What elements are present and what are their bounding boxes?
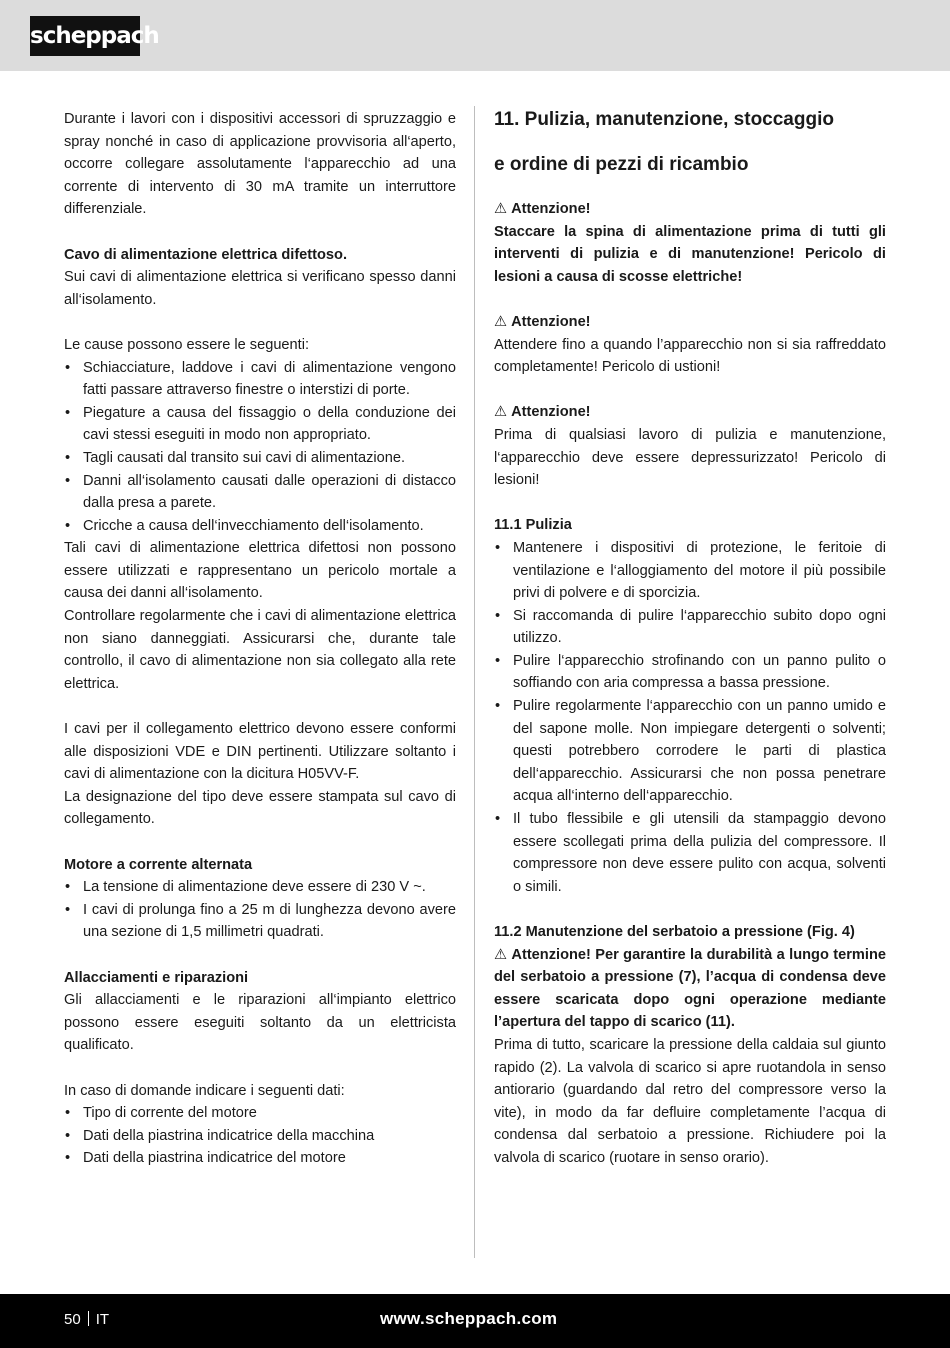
warning-electric-text: Staccare la spina di alimentazione prima di tutti gli interventi di pulizia e di manutenzione! Pericolo di lesioni a causa di scosse elettriche! <box>494 223 886 285</box>
column-divider <box>474 106 475 1258</box>
questions-intro: In caso di domande indicare i seguenti dati: <box>64 1082 345 1099</box>
list-item: • Il tubo flessibile e gli utensili da stampaggio devono essere scollegati prima della pulizia del compressore. Il compressore non deve essere pulito con acqua, solventi o simili. <box>494 808 886 898</box>
list-item: • La tensione di alimentazione deve essere di 230 V ~. <box>64 876 456 899</box>
page-number-block <box>64 1310 109 1330</box>
cleaning-list <box>494 537 886 899</box>
page-separator <box>88 1311 89 1326</box>
list-item: • Schiacciature, laddove i cavi di alimentazione vengono fatti passare attraverso finestre o interstizi di porte. <box>64 357 456 402</box>
right-column <box>494 108 886 1170</box>
motor-heading: Motore a corrente alternata <box>64 856 253 873</box>
tank-warning-text: Attenzione! Per garantire la durabilità a lungo termine del serbatoio a pressione (7), l’acqua di condensa deve essere scaricata dopo ogni operazione mediante l’apertura del tappo di scarico (11). <box>494 946 886 1031</box>
conformity-paragraph: I cavi per il collegamento elettrico devono essere conformi alle disposizioni VDE e DIN pertinenti. Utilizzare soltanto i cavi di alimentazione con la dicitura H05VV-F. <box>64 721 456 783</box>
motor-list <box>64 876 456 944</box>
list-item: • Dati della piastrina indicatrice della macchina <box>64 1125 456 1148</box>
language-code: IT <box>95 1311 110 1328</box>
list-item: • Pulire l‘apparecchio strofinando con un panno pulito o soffiando con aria compressa a bassa pressione. <box>494 650 886 695</box>
connections-paragraph: Gli allacciamenti e le riparazioni all‘impianto elettrico possono essere eseguiti soltanto da un elettricista qualificato. <box>64 992 456 1054</box>
section-title-continued: e ordine di pezzi di ricambio <box>494 154 749 175</box>
list-item: • I cavi di prolunga fino a 25 m di lunghezza devono avere una sezione di 1,5 millimetri quadrati. <box>64 899 456 944</box>
warning-burn-text: Attendere fino a quando l’apparecchio non si sia raffreddato completamente! Pericolo di ustioni! <box>494 336 886 376</box>
check-paragraph: Controllare regolarmente che i cavi di alimentazione elettrica non siano danneggiati. Assicurarsi che, durante tale controllo, il cavo di alimentazione non sia collegato alla rete elettrica. <box>64 608 456 692</box>
questions-list <box>64 1102 456 1170</box>
cleaning-heading: 11.1 Pulizia <box>494 517 572 534</box>
list-item: • Piegature a causa del fissaggio o della conduzione dei cavi stessi eseguiti in modo non appropriato. <box>64 402 456 447</box>
warning-icon: ⚠ <box>494 946 508 963</box>
list-item: • Tagli causati dal transito sui cavi di alimentazione. <box>64 447 456 470</box>
warning-label: Attenzione! <box>511 201 591 217</box>
scheppach-logo: scheppach <box>30 16 140 56</box>
list-item: • Dati della piastrina indicatrice del motore <box>64 1147 456 1170</box>
list-item: • Tipo di corrente del motore <box>64 1102 456 1125</box>
warning-icon: ⚠ <box>494 201 508 217</box>
left-column <box>64 108 456 1170</box>
tank-paragraph: Prima di tutto, scaricare la pressione della caldaia sul giunto rapido (2). La valvola di scarico si apre ruotandola in senso antiorario (guardando dal retro del compressore verso la vite), in modo da far defluire completamente l’acqua di condensa dal serbatoio a pressione. Richiudere poi la valvola di scarico (ruotare in senso orario). <box>494 1036 886 1166</box>
tank-warning <box>494 944 886 1034</box>
danger-paragraph: Tali cavi di alimentazione elettrica difettosi non possono essere utilizzati e rappresentano un pericolo mortale a causa dei danni all‘isolamento. <box>64 540 456 602</box>
warning-heading <box>494 311 886 334</box>
page-header <box>0 0 950 71</box>
rcd-paragraph: Durante i lavori con i dispositivi accessori di spruzzaggio e spray nonché in caso di applicazione provvisoria all‘aperto, occorre collegare assolutamente l‘apparecchio ad una corrente di intervento di 30 mA tramite un interruttore differenziale. <box>64 111 456 218</box>
warning-icon: ⚠ <box>494 404 508 421</box>
list-item: • Si raccomanda di pulire l‘apparecchio subito dopo ogni utilizzo. <box>494 605 886 650</box>
section-title: 11. Pulizia, manutenzione, stoccaggio <box>494 109 834 130</box>
cable-paragraph: Sui cavi di alimentazione elettrica si verificano spesso danni all‘isolamento. <box>64 269 456 308</box>
designation-paragraph: La designazione del tipo deve essere stampata sul cavo di collegamento. <box>64 788 456 828</box>
causes-intro: Le cause possono essere le seguenti: <box>64 336 310 353</box>
page-number: 50 <box>64 1311 81 1328</box>
warning-heading <box>494 401 886 424</box>
list-item: • Danni all‘isolamento causati dalle operazioni di distacco dalla presa a parete. <box>64 470 456 515</box>
warning-heading <box>494 198 886 221</box>
list-item: • Pulire regolarmente l‘apparecchio con un panno umido e del sapone molle. Non impiegare detergenti o solventi; questi potrebbero corrodere le parti di plastica dell‘apparecchio. Assicurarsi che non possa penetrare acqua all‘interno dell‘apparecchio. <box>494 695 886 808</box>
warning-pressure-text: Prima di qualsiasi lavoro di pulizia e manutenzione, l‘apparecchio deve essere depressurizzato! Pericolo di lesioni! <box>494 426 886 489</box>
list-item: • Mantenere i dispositivi di protezione, le feritoie di ventilazione e l‘alloggiamento del motore il più possibile privi di polvere e di sporcizia. <box>494 537 886 605</box>
connections-heading: Allacciamenti e riparazioni <box>64 969 249 986</box>
warning-label: Attenzione! <box>511 404 591 421</box>
page-footer <box>0 1294 950 1348</box>
cable-heading: Cavo di alimentazione elettrica difettoso. <box>64 246 348 263</box>
warning-icon: ⚠ <box>494 313 508 330</box>
tank-heading: 11.2 Manutenzione del serbatoio a pressione (Fig. 4) <box>494 924 855 940</box>
list-item: • Cricche a causa dell‘invecchiamento dell‘isolamento. <box>64 515 456 538</box>
website-url: www.scheppach.com <box>380 1309 558 1328</box>
warning-label: Attenzione! <box>511 313 591 330</box>
causes-list <box>64 357 456 538</box>
